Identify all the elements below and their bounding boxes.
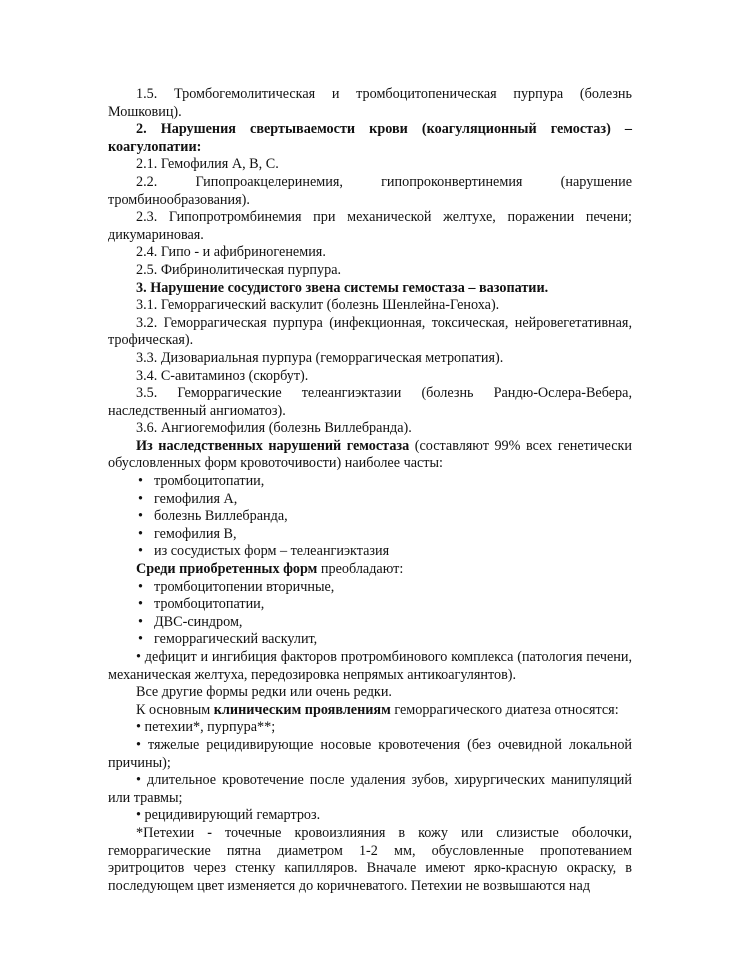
heading-vasopathies: 3. Нарушение сосудистого звена системы гемостаза – вазопатии. xyxy=(136,279,549,296)
paragraph-3-5: 3.5. Геморрагические телеангиэктазии (болезнь Рандю-Ослера-Вебера, наследственный ангиоматоз). xyxy=(108,385,632,419)
list-item: • гемофилия В, xyxy=(138,525,237,542)
acquired-list xyxy=(108,579,632,649)
paragraph-3-6: 3.6. Ангиогемофилия (болезнь Виллебранда). xyxy=(136,420,412,437)
paragraph-2-2: 2.2. Гипопроакцелеринемия, гипопроконвертинемия (нарушение тромбинообразования). xyxy=(108,173,632,208)
acquired-intro xyxy=(108,561,632,579)
list-item: • тромбоцитопении вторичные, xyxy=(138,578,335,595)
clinical-bold: клиническим проявлениям xyxy=(213,701,391,718)
acquired-bold: Среди приобретенных форм xyxy=(136,561,318,578)
paragraph-3-4: 3.4. С-авитаминоз (скорбут). xyxy=(136,367,309,384)
bullet-icon: • xyxy=(138,508,143,525)
bullet-icon: • xyxy=(136,807,141,824)
bullet-icon: • xyxy=(136,719,141,736)
list-item: • гемофилия А, xyxy=(138,490,238,507)
bullet-icon: • xyxy=(138,596,143,613)
list-item: • болезнь Виллебранда, xyxy=(138,508,288,525)
bullet-icon: • xyxy=(138,578,143,595)
document-page xyxy=(108,86,632,895)
bullet-icon: • xyxy=(136,649,141,665)
paragraph-2-1: 2.1. Гемофилия А, В, С. xyxy=(136,156,279,173)
list-item: • тромбоцитопатии, xyxy=(138,596,265,613)
bullet-icon: • xyxy=(136,736,141,753)
clinical-intro: К основным клиническим проявлениям геморрагического диатеза относятся: xyxy=(136,701,619,718)
paragraph-2-4: 2.4. Гипо - и афибриногенемия. xyxy=(136,244,326,261)
list-item-long: • дефицит и ингибиция факторов протромбинового комплекса (патология печени, механическая желтуха, передозировка непрямых антикоагулянтов). xyxy=(108,649,632,683)
bullet-icon: • xyxy=(138,525,143,542)
paragraph-2-5: 2.5. Фибринолитическая пурпура. xyxy=(136,261,342,278)
clinical-item-1: • петехии*, пурпура**; xyxy=(136,719,276,736)
bullet-icon: • xyxy=(138,490,143,507)
bullet-icon: • xyxy=(138,613,143,630)
paragraph-3-3: 3.3. Дизовариальная пурпура (геморрагическая метропатия). xyxy=(136,349,504,366)
clinical-item-2: • тяжелые рецидивирующие носовые кровотечения (без очевидной локальной причины); xyxy=(108,736,632,771)
bullet-icon: • xyxy=(138,543,143,560)
paragraph-3-2: 3.2. Геморрагическая пурпура (инфекционная, токсическая, нейровегетативная, трофическая). xyxy=(108,314,632,349)
petechiae-term: *Петехии xyxy=(136,824,195,841)
clinical-item-3: • длительное кровотечение после удаления зубов, хирургических манипуляций или травмы; xyxy=(108,772,632,806)
bullet-icon: • xyxy=(136,772,141,789)
paragraph-1-5: 1.5. Тромбогемолитическая и тромбоцитопеническая пурпура (болезнь Мошковиц). xyxy=(108,86,632,120)
heading-coagulopathies: 2. Нарушения свертываемости крови (коагуляционный гемостаз) – коагулопатии: xyxy=(108,121,632,155)
hereditary-rest: (составляют 99% всех генетически обусловленных форм кровоточивости) наиболее часты: xyxy=(108,437,632,472)
bullet-icon: • xyxy=(138,473,143,490)
list-item: • ДВС-синдром, xyxy=(138,613,243,630)
acquired-rest: преобладают: xyxy=(317,561,404,578)
paragraph-3-1: 3.1. Геморрагический васкулит (болезнь Шенлейна-Геноха). xyxy=(136,297,500,314)
bullet-icon: • xyxy=(138,631,143,648)
petechiae-paragraph: *Петехии - точечные кровоизлияния в кожу или слизистые оболочки, геморрагические пятна диаметром 1-2 мм, обусловленные пропотеванием эритроцитов через стенку капилляров. Вначале имеют ярко-красную окраску, в последующем цвет изменяется до коричневатого. Петехии не возвышаются над xyxy=(108,824,632,894)
paragraph-2-3: 2.3. Гипопротромбинемия при механической желтухе, поражении печени; дикумариновая. xyxy=(108,209,632,243)
list-item: • тромбоцитопатии, xyxy=(138,473,265,490)
rare-forms: Все другие формы редки или очень редки. xyxy=(136,684,392,701)
hereditary-intro xyxy=(108,438,632,473)
list-item: • из сосудистых форм – телеангиэктазия xyxy=(138,543,390,560)
hereditary-list xyxy=(108,473,632,561)
clinical-item-4: • рецидивирующий гемартроз. xyxy=(136,807,321,824)
hereditary-bold: Из наследственных нарушений гемостаза xyxy=(136,437,410,454)
list-item: • геморрагический васкулит, xyxy=(138,631,318,648)
